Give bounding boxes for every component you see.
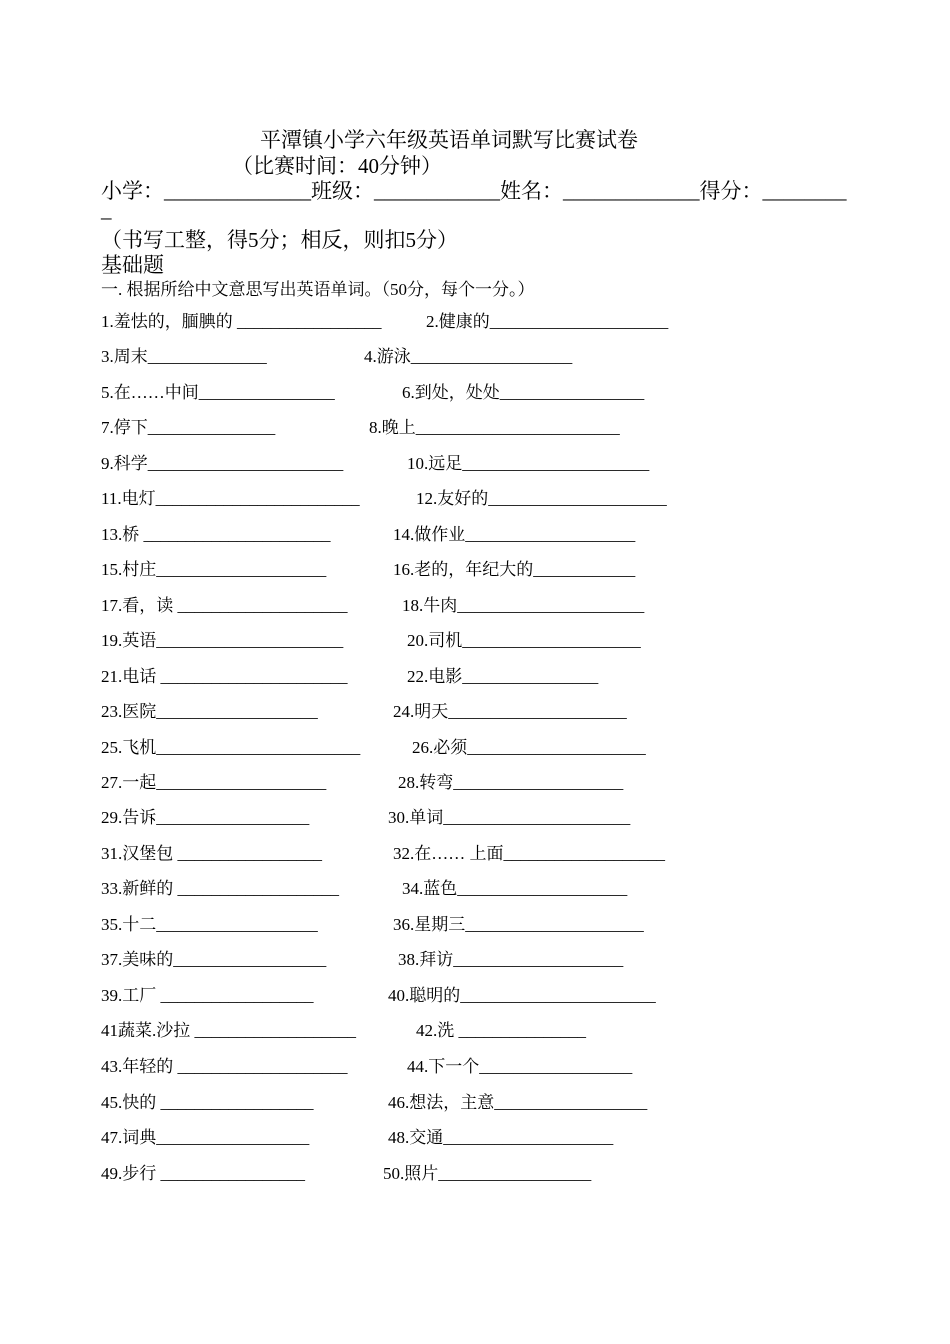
- vocab-item: 45.快的 __________________: [101, 1093, 314, 1112]
- vocab-item: 49.步行 _________________: [101, 1164, 305, 1183]
- vocab-item: 50.照片__________________: [383, 1164, 592, 1183]
- question-instruction: 一. 根据所给中文意思写出英语单词。（50分，每个一分。）: [101, 280, 535, 299]
- vocab-item: 24.明天_____________________: [393, 702, 627, 721]
- vocab-item: 46.想法，主意__________________: [388, 1093, 648, 1112]
- vocab-item: 48.交通____________________: [388, 1128, 614, 1147]
- vocab-item: 21.电话 ______________________: [101, 667, 348, 686]
- vocab-item: 25.飞机________________________: [101, 738, 361, 757]
- vocab-item: 3.周末______________: [101, 347, 267, 366]
- info-line-wrap: _: [101, 198, 112, 222]
- vocab-item: 31.汉堡包 _________________: [101, 844, 322, 863]
- vocab-item: 16.老的，年纪大的____________: [393, 560, 636, 579]
- exam-duration: （比赛时间：40分钟）: [232, 154, 442, 178]
- vocab-item: 39.工厂 __________________: [101, 986, 314, 1005]
- vocab-item: 7.停下_______________: [101, 418, 276, 437]
- vocab-item: 27.一起____________________: [101, 773, 327, 792]
- page-title: 平潭镇小学六年级英语单词默写比赛试卷: [260, 128, 638, 152]
- vocab-item: 11.电灯________________________: [101, 489, 360, 508]
- vocab-item: 26.必须_____________________: [412, 738, 646, 757]
- vocab-item: 15.村庄____________________: [101, 560, 327, 579]
- vocab-item: 38.拜访____________________: [398, 950, 624, 969]
- vocab-item: 43.年轻的 ____________________: [101, 1057, 348, 1076]
- vocab-item: 35.十二___________________: [101, 915, 318, 934]
- vocab-item: 9.科学_______________________: [101, 454, 344, 473]
- vocab-item: 41蔬菜.沙拉 ___________________: [101, 1021, 356, 1040]
- vocab-item: 20.司机_____________________: [407, 631, 641, 650]
- vocab-item: 14.做作业____________________: [393, 525, 636, 544]
- vocab-item: 32.在…… 上面___________________: [393, 844, 665, 863]
- vocab-item: 22.电影________________: [407, 667, 599, 686]
- vocab-item: 44.下一个__________________: [407, 1057, 633, 1076]
- vocab-item: 13.桥 ______________________: [101, 525, 331, 544]
- vocab-item: 19.英语______________________: [101, 631, 344, 650]
- vocab-item: 30.单词______________________: [388, 808, 631, 827]
- vocab-item: 10.远足______________________: [407, 454, 650, 473]
- vocab-item: 42.洗 _______________: [416, 1021, 586, 1040]
- vocab-item: 8.晚上________________________: [369, 418, 620, 437]
- handwriting-note: （书写工整，得5分；相反，则扣5分）: [101, 228, 458, 252]
- vocab-item: 1.羞怯的，腼腆的 _________________: [101, 312, 382, 331]
- vocab-item: 28.转弯____________________: [398, 773, 624, 792]
- vocab-item: 34.蓝色____________________: [402, 879, 628, 898]
- vocab-item: 18.牛肉______________________: [402, 596, 645, 615]
- vocab-item: 6.到处，处处_________________: [402, 383, 645, 402]
- vocab-item: 5.在……中间________________: [101, 383, 335, 402]
- vocab-item: 33.新鲜的 ___________________: [101, 879, 339, 898]
- vocab-item: 2.健康的_____________________: [426, 312, 669, 331]
- vocab-item: 23.医院___________________: [101, 702, 318, 721]
- section-title: 基础题: [101, 253, 164, 277]
- vocab-item: 37.美味的__________________: [101, 950, 327, 969]
- student-info-line: 小学：______________班级：____________姓名：_____________得分：________: [101, 179, 847, 203]
- vocab-item: 47.词典__________________: [101, 1128, 310, 1147]
- vocab-item: 40.聪明的_______________________: [388, 986, 656, 1005]
- vocab-item: 12.友好的_____________________: [416, 489, 667, 508]
- vocab-item: 17.看，读 ____________________: [101, 596, 348, 615]
- vocab-item: 29.告诉__________________: [101, 808, 310, 827]
- vocab-item: 4.游泳___________________: [364, 347, 573, 366]
- vocab-item: 36.星期三_____________________: [393, 915, 644, 934]
